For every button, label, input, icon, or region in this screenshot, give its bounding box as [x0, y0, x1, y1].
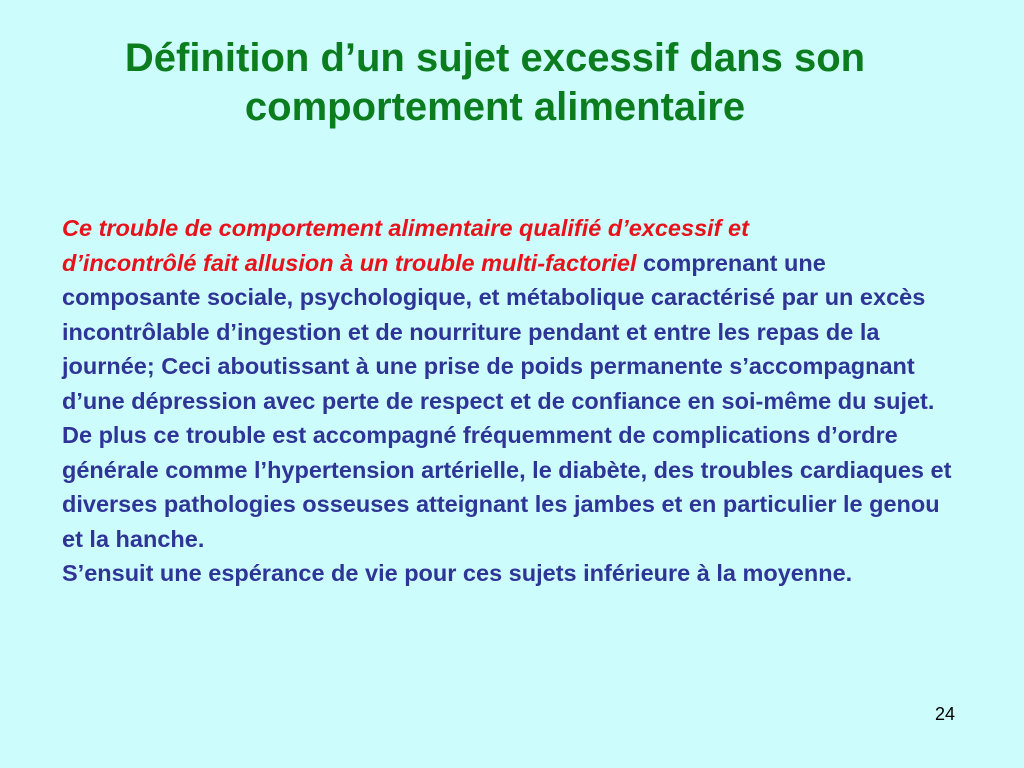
- slide-title: [0, 34, 990, 132]
- paragraph-life-expectancy: S’ensuit une espérance de vie pour ces sujets inférieure à la moyenne.: [62, 560, 853, 586]
- definition-text: comprenant une composante sociale, psychologique, et métabolique caractérisé par un excès incontrôlable d’ingestion et de nourriture pendant et entre les repas de la journée; Ceci aboutissant à une prise de poids permanente s’accompagnant d’une dépression avec perte de respect et de confiance en soi-même du sujet.: [62, 249, 935, 414]
- page-number: 24: [935, 704, 956, 724]
- emphasis-text-line-1: Ce trouble de comportement alimentaire qualifié d’excessif et: [62, 215, 749, 241]
- paragraph-complications: De plus ce trouble est accompagné fréquemment de complications d’ordre générale comme l’hypertension artérielle, le diabète, des troubles cardiaques et diverses pathologies osseuses atteignant les jambes et en particulier le genou et la hanche.: [62, 422, 952, 552]
- slide-body: [62, 211, 952, 591]
- paragraph-definition: [62, 211, 952, 418]
- title-line-2: comportement alimentaire: [244, 85, 746, 129]
- title-line-1: Définition d’un sujet excessif dans son: [124, 36, 866, 80]
- emphasis-text-line-2: d’incontrôlé fait allusion à un trouble multi-factoriel: [62, 249, 637, 276]
